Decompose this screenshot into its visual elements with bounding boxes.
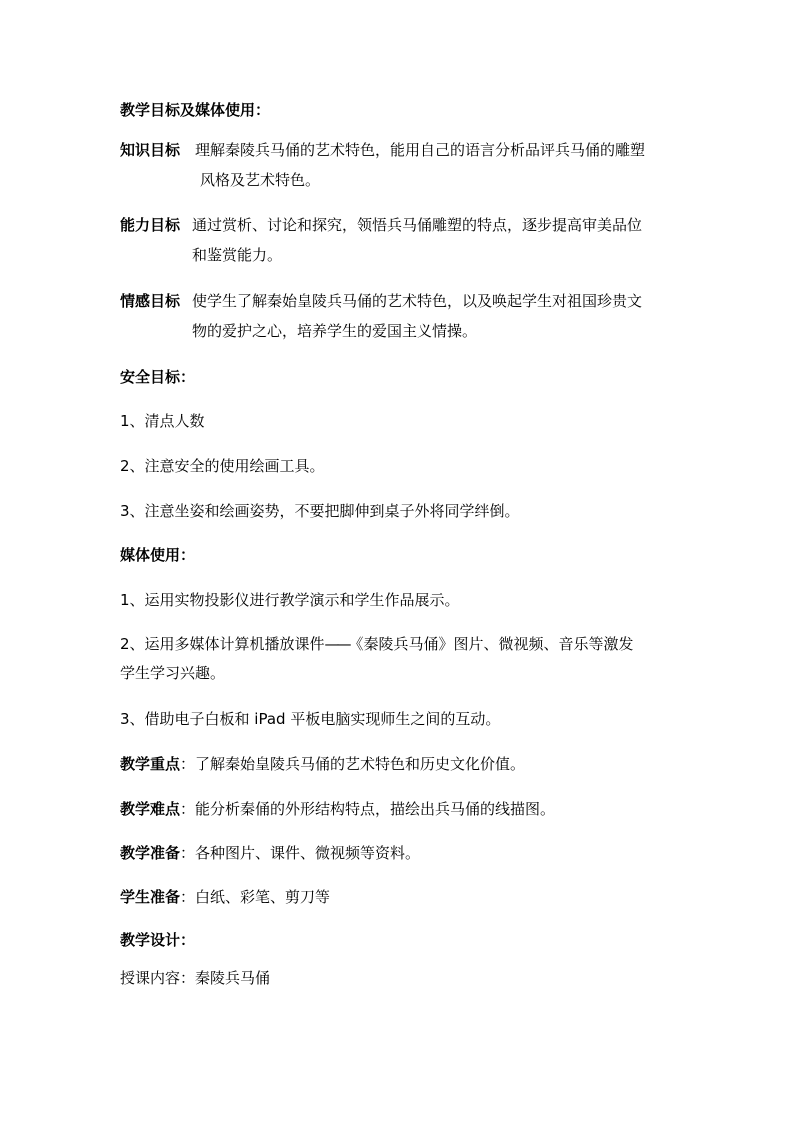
media-heading: 媒体使用： <box>120 546 196 564</box>
student-prep-label: 学生准备 <box>120 888 181 906</box>
key-point-text: ：了解秦始皇陵兵马俑的艺术特色和历史文化价值。 <box>180 755 526 773</box>
media-item-2-part-a: 2、运用多媒体计算机播放课件 <box>120 635 325 653</box>
teacher-prep-row <box>120 843 420 863</box>
key-point-label: 教学重点 <box>120 755 181 773</box>
emotion-line-1: 使学生了解秦始皇陵兵马俑的艺术特色，以及唤起学生对祖国珍贵文 <box>192 292 643 310</box>
difficulty-text: ：能分析秦俑的外形结构特点，描绘出兵马俑的线描图。 <box>180 800 556 818</box>
safety-heading: 安全目标： <box>120 368 196 386</box>
difficulty-label: 教学难点 <box>120 800 181 818</box>
knowledge-line-2: 风格及艺术特色。 <box>200 171 321 189</box>
media-item-1: 1、运用实物投影仪进行教学演示和学生作品展示。 <box>120 591 460 609</box>
knowledge-label: 知识目标 <box>120 141 181 159</box>
teacher-prep-text: ：各种图片、课件、微视频等资料。 <box>180 844 421 862</box>
objectives-heading: 教学目标及媒体使用： <box>120 101 271 119</box>
media-item-2-dash: —— <box>324 635 349 653</box>
key-point-row <box>120 754 525 774</box>
content-line: 授课内容：秦陵兵马俑 <box>120 969 271 987</box>
media-item-2-line-2: 学生学习兴趣。 <box>120 664 226 682</box>
teacher-prep-label: 教学准备 <box>120 844 181 862</box>
media-item-2-line-1 <box>120 634 634 654</box>
media-item-2-part-b: 《秦陵兵马俑》图片、微视频、音乐等激发 <box>348 635 634 653</box>
design-heading: 教学设计： <box>120 931 196 949</box>
student-prep-text: ：白纸、彩笔、剪刀等 <box>180 888 331 906</box>
ability-label: 能力目标 <box>120 216 181 234</box>
media-item-3: 3、借助电子白板和 iPad 平板电脑实现师生之间的互动。 <box>120 710 501 728</box>
ability-line-1: 通过赏析、讨论和探究，领悟兵马俑雕塑的特点，逐步提高审美品位 <box>192 216 643 234</box>
ability-line-2: 和鉴赏能力。 <box>192 246 283 264</box>
emotion-line-2: 物的爱护之心，培养学生的爱国主义情操。 <box>192 322 478 340</box>
knowledge-line-1: 理解秦陵兵马俑的艺术特色，能用自己的语言分析品评兵马俑的雕塑 <box>195 141 646 159</box>
safety-item-3: 3、注意坐姿和绘画姿势，不要把脚伸到桌子外将同学绊倒。 <box>120 502 520 520</box>
emotion-label: 情感目标 <box>120 292 181 310</box>
safety-item-1: 1、清点人数 <box>120 412 205 430</box>
safety-item-2: 2、注意安全的使用绘画工具。 <box>120 457 325 475</box>
difficulty-row <box>120 799 555 819</box>
student-prep-row <box>120 887 330 907</box>
